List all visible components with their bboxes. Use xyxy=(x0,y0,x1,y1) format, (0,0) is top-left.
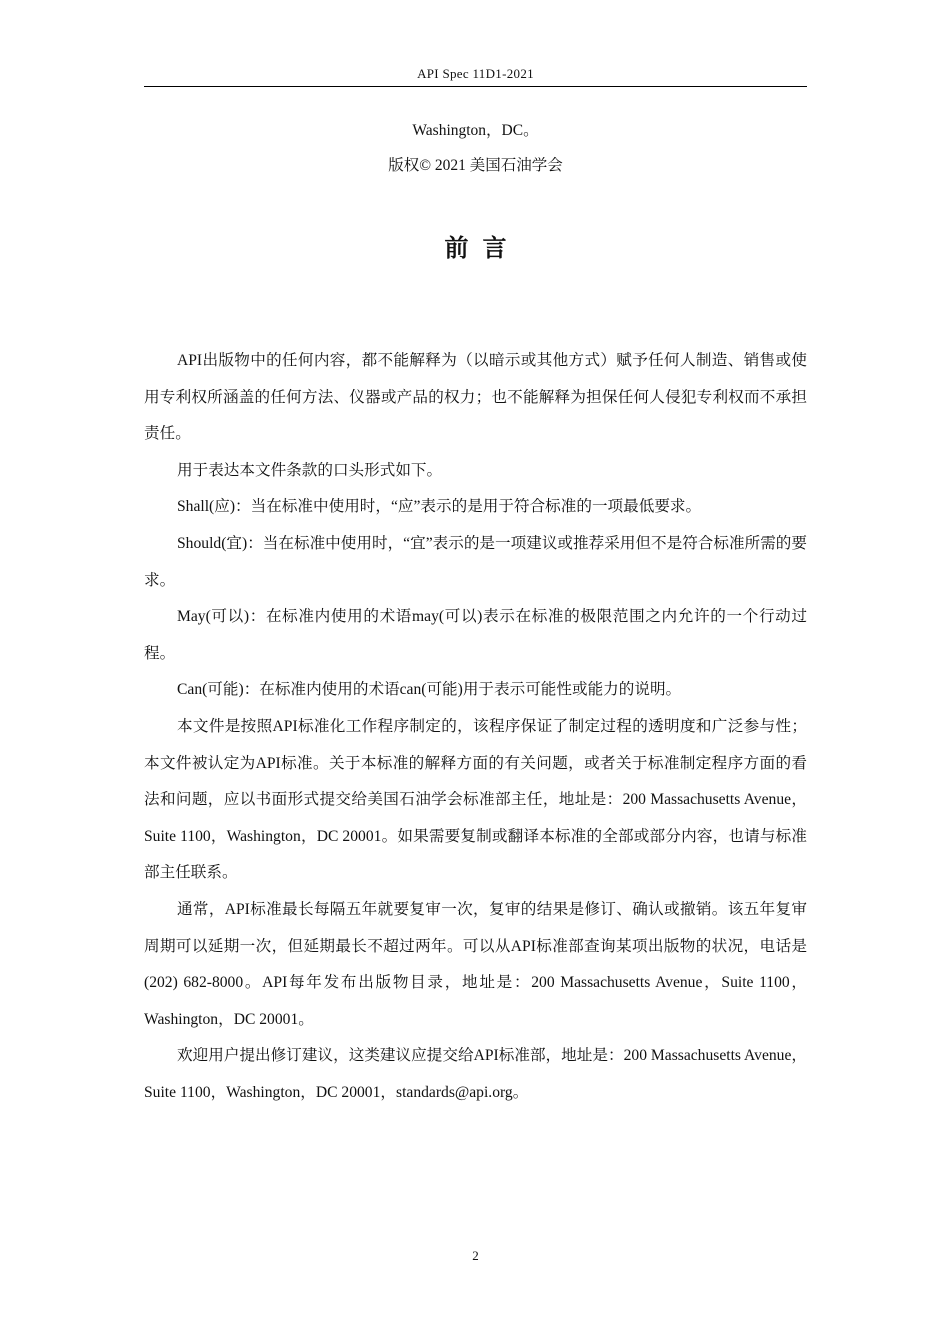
foreword-body xyxy=(144,343,807,1111)
section-title: 前言 xyxy=(444,234,521,262)
paragraph-revision-suggestions: 欢迎用户提出修订建议，这类建议应提交给API标准部，地址是：200 Massachusetts Avenue，Suite 1100，Washington，DC 20001，standards@api.org。 xyxy=(144,1047,807,1101)
page-number: 2 xyxy=(472,1248,479,1263)
paragraph-can: Can(可能)：在标准内使用的术语can(可能)用于表示可能性或能力的说明。 xyxy=(177,681,682,699)
paragraph-verbal-forms: 用于表达本文件条款的口头形式如下。 xyxy=(177,461,443,479)
paragraph-review-cycle: 通常，API标准最长每隔五年就要复审一次，复审的结果是修订、确认或撤销。该五年复审周期可以延期一次，但延期最长不超过两年。可以从API标准部查询某项出版物的状况，电话是(202) 682-8000。API每年发布出版物目录，地址是：200 Massachusetts Avenue，Suite 1100，Washington，DC 20001。 xyxy=(144,900,807,1028)
copyright-notice: 版权© 2021 美国石油学会 xyxy=(388,157,563,174)
paragraph-shall: Shall(应)：当在标准中使用时，“应”表示的是用于符合标准的一项最低要求。 xyxy=(177,498,702,516)
paragraph-may: May(可以)：在标准内使用的术语may(可以)表示在标准的极限范围之内允许的一个行动过程。 xyxy=(144,608,807,662)
publisher-location: Washington，DC。 xyxy=(412,122,539,139)
paragraph-patent-disclaimer: API出版物中的任何内容，都不能解释为（以暗示或其他方式）赋予任何人制造、销售或使用专利权所涵盖的任何方法、仪器或产品的权力；也不能解释为担保任何人侵犯专利权而不承担责任。 xyxy=(144,352,807,443)
paragraph-procedures: 本文件是按照API标准化工作程序制定的，该程序保证了制定过程的透明度和广泛参与性；本文件被认定为API标准。关于本标准的解释方面的有关问题，或者关于标准制定程序方面的看法和问题，应以书面形式提交给美国石油学会标准部主任，地址是：200 Massachusetts Avenue，Suite 1100，Washington，DC 20001。如果需要复制或翻译本标准的全部或部分内容，也请与标准部主任联系。 xyxy=(144,717,807,882)
paragraph-should: Should(宜)：当在标准中使用时，“宜”表示的是一项建议或推荐采用但不是符合标准所需的要求。 xyxy=(144,534,807,589)
running-header: API Spec 11D1-2021 xyxy=(417,66,534,81)
header-divider xyxy=(144,86,807,87)
